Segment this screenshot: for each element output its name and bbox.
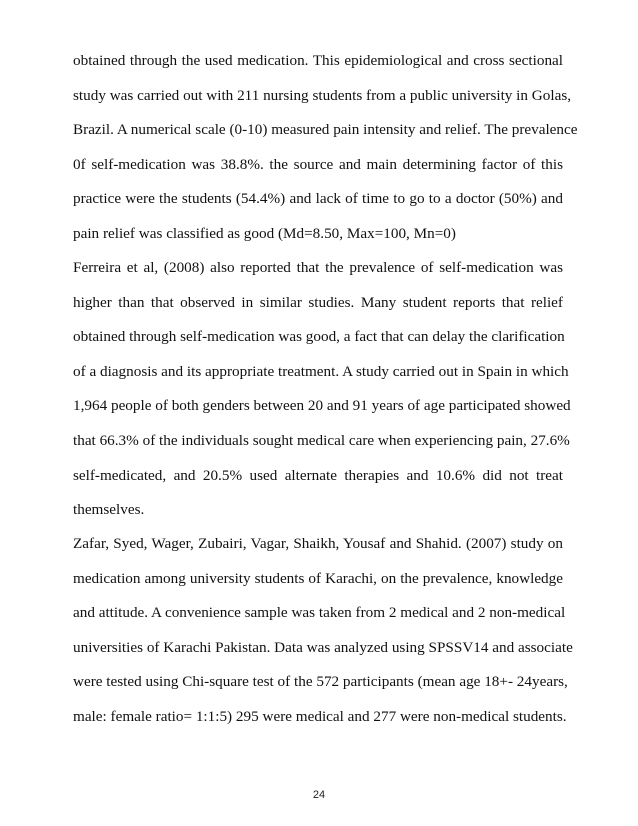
paragraph-2-line: self-medicated, and 20.5% used alternate therapies and 10.6% did not treat — [73, 466, 563, 484]
paragraph-1-line: 0f self-medication was 38.8%. the source and main determining factor of this — [73, 155, 563, 173]
paragraph-1-line: pain relief was classified as good (Md=8.50, Max=100, Mn=0) — [73, 224, 456, 242]
paragraph-2-line: of a diagnosis and its appropriate treatment. A study carried out in Spain in which — [73, 362, 569, 380]
paragraph-1-line: obtained through the used medication. This epidemiological and cross sectional — [73, 52, 563, 69]
paragraph-3 — [73, 527, 573, 735]
paragraph-3-line: and attitude. A convenience sample was taken from 2 medical and 2 non-medical — [73, 604, 566, 622]
paragraph-2 — [73, 251, 571, 528]
paragraph-3-line: were tested using Chi-square test of the 572 participants (mean age 18+- 24years, — [73, 673, 568, 691]
paragraph-2-line: that 66.3% of the individuals sought medical care when experiencing pain, 27.6% — [73, 431, 570, 449]
paragraph-2-line: obtained through self-medication was good, a fact that can delay the clarification — [73, 328, 565, 346]
paragraph-3-line: male: female ratio= 1:1:5) 295 were medical and 277 were non-medical students. — [73, 707, 567, 725]
paragraph-1-line: Brazil. A numerical scale (0-10) measured pain intensity and relief. The prevalence — [73, 121, 578, 139]
paragraph-2-line: higher than that observed in similar studies. Many student reports that relief — [73, 293, 563, 311]
paragraph-3-line: universities of Karachi Pakistan. Data was analyzed using SPSSV14 and associate — [73, 638, 573, 656]
paragraph-2-line: Ferreira et al, (2008) also reported that the prevalence of self-medication was — [73, 259, 563, 276]
paragraph-3-line: Zafar, Syed, Wager, Zubairi, Vagar, Shaikh, Yousaf and Shahid. (2007) study on — [73, 535, 563, 552]
page-number: 24 — [312, 789, 326, 801]
paragraph-1-line: practice were the students (54.4%) and lack of time to go to a doctor (50%) and — [73, 190, 563, 208]
paragraph-1-line: study was carried out with 211 nursing students from a public university in Golas, — [73, 86, 572, 104]
paragraph-2-line: themselves. — [73, 501, 145, 519]
paragraph-1 — [73, 44, 578, 252]
paragraph-3-line: medication among university students of Karachi, on the prevalence, knowledge — [73, 569, 563, 587]
paragraph-2-line: 1,964 people of both genders between 20 and 91 years of age participated showed — [73, 397, 571, 415]
